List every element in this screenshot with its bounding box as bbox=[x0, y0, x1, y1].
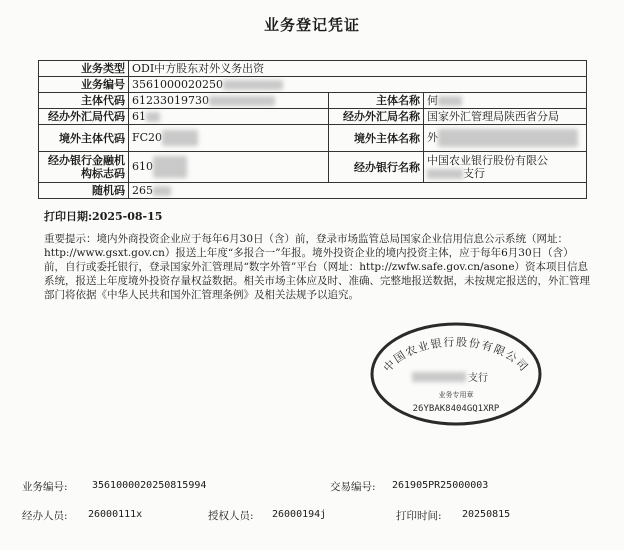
redaction bbox=[146, 112, 160, 122]
overseas-code-label: 境外主体代码 bbox=[39, 125, 129, 152]
bank-code-value: 610 bbox=[132, 160, 153, 173]
footer-authorizer: 26000194j bbox=[272, 509, 327, 520]
seal-purpose: 业务专用章 bbox=[438, 391, 474, 399]
table-row bbox=[39, 125, 587, 152]
random-code-cell bbox=[129, 183, 587, 199]
footer-print-time: 20250815 bbox=[462, 509, 511, 520]
business-type-value: ODI中方股东对外义务出资 bbox=[129, 61, 587, 77]
bureau-name-value: 国家外汇管理局陕西省分局 bbox=[424, 109, 587, 125]
table-row bbox=[39, 109, 587, 125]
business-no-cell bbox=[129, 77, 587, 93]
entity-name-value: 何 bbox=[427, 94, 438, 107]
bureau-code-value: 61 bbox=[132, 110, 146, 123]
document-title: 业务登记凭证 bbox=[263, 16, 360, 34]
redaction bbox=[438, 129, 578, 147]
table-row bbox=[39, 152, 587, 183]
business-no-label: 业务编号 bbox=[39, 77, 129, 93]
overseas-name-label: 境外主体名称 bbox=[329, 125, 424, 152]
bureau-code-label: 经办外汇局代码 bbox=[39, 109, 129, 125]
footer-business-no-label: 业务编号: bbox=[22, 481, 68, 493]
footer-print-time-label: 打印时间: bbox=[396, 510, 442, 522]
redaction bbox=[427, 169, 463, 179]
registration-table bbox=[38, 60, 587, 199]
bank-name-line1: 中国农业银行股份有限公 bbox=[427, 154, 548, 167]
redaction bbox=[162, 130, 198, 146]
bureau-name-label: 经办外汇局名称 bbox=[329, 109, 424, 125]
redaction bbox=[153, 156, 187, 178]
entity-code-value: 61233019730 bbox=[132, 94, 209, 107]
bank-code-label: 经办银行金融机构标志码 bbox=[39, 152, 129, 183]
entity-name-label: 主体名称 bbox=[329, 93, 424, 109]
seal-bank-name: 中国农业银行股份有限公司 bbox=[380, 335, 532, 375]
entity-name-cell bbox=[424, 93, 587, 109]
table-row bbox=[39, 61, 587, 77]
entity-code-label: 主体代码 bbox=[39, 93, 129, 109]
redaction bbox=[438, 96, 462, 106]
footer-txn-no: 261905PR25000003 bbox=[392, 480, 489, 491]
business-type-label: 业务类型 bbox=[39, 61, 129, 77]
redaction bbox=[412, 372, 466, 382]
seal-code: 26YBAK8404GQ1XRP bbox=[412, 404, 500, 414]
footer-handler: 26000111x bbox=[88, 509, 143, 520]
bank-name-cell bbox=[424, 152, 587, 183]
table-row bbox=[39, 77, 587, 93]
overseas-code-cell bbox=[129, 125, 329, 152]
overseas-code-value: FC20 bbox=[132, 131, 163, 144]
table-row bbox=[39, 183, 587, 199]
redaction bbox=[223, 80, 283, 90]
footer-txn-no-label: 交易编号: bbox=[330, 481, 376, 493]
bank-name-label: 经办银行名称 bbox=[329, 152, 424, 183]
entity-code-cell bbox=[129, 93, 329, 109]
overseas-name-cell bbox=[424, 125, 587, 152]
business-no-value: 3561000020250 bbox=[132, 78, 223, 91]
footer-handler-label: 经办人员: bbox=[22, 510, 68, 522]
official-seal bbox=[368, 318, 544, 428]
important-notice: 重要提示：境内外商投资企业应于每年6月30日（含）前，登录市场监管总局国家企业信用信息公示系统（网址：http://www.gsxt.gov.cn）报送上年度“多报合一”年报。境外投资企业的境内投资主体，应于每年6月30日（含）前，自行或委托银行，登录国家外汇管理局“数字外管”平台（网址：http://zwfw.safe.gov.cn/asone）资本项目信息系统，报送上年度境外投资存量权益数据。相关市场主体应及时、准确、完整地报送数据，未按规定报送的，外汇管理部门将依据《中华人民共和国外汇管理条例》及相关法规予以追究。 bbox=[44, 233, 590, 301]
footer-business-no: 3561000020250815994 bbox=[92, 480, 207, 491]
bank-name-line2-row bbox=[427, 167, 583, 180]
seal-branch: 支行 bbox=[468, 373, 488, 384]
footer-authorizer-label: 授权人员: bbox=[208, 510, 254, 522]
bank-name-line2: 支行 bbox=[463, 167, 485, 180]
print-date: 打印日期:2025-08-15 bbox=[44, 210, 163, 223]
random-code-label: 随机码 bbox=[39, 183, 129, 199]
bureau-code-cell bbox=[129, 109, 329, 125]
redaction bbox=[153, 186, 171, 196]
table-row bbox=[39, 93, 587, 109]
redaction bbox=[209, 96, 275, 106]
overseas-name-value: 外 bbox=[427, 131, 438, 144]
bank-code-cell bbox=[129, 152, 329, 183]
random-code-value: 265 bbox=[132, 184, 153, 197]
